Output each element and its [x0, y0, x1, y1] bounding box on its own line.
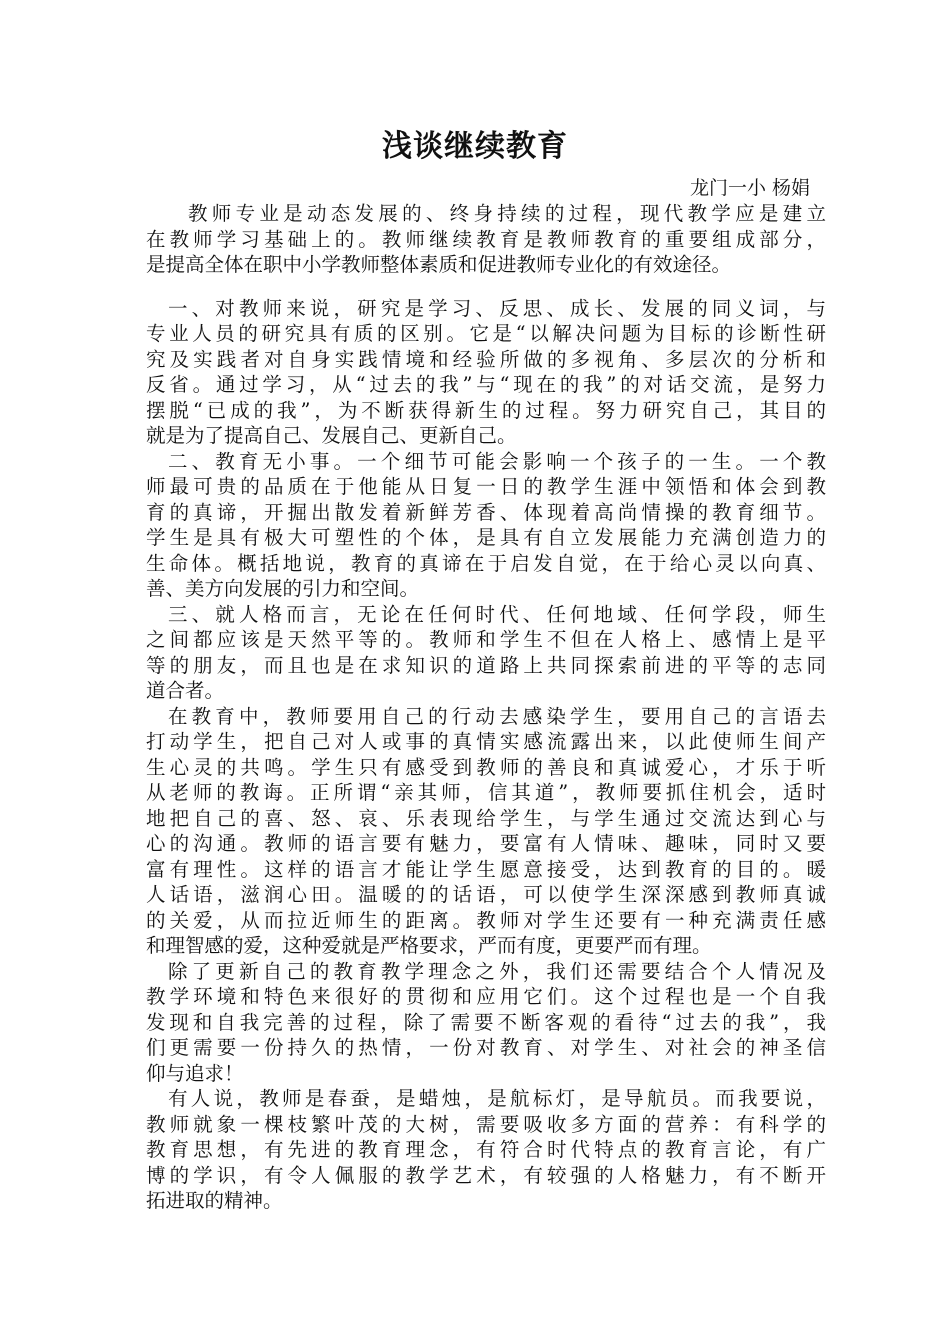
paragraph-line: 教师专业是动态发展的、终身持续的过程，现代教学应是建立 [188, 202, 826, 225]
paragraph-line: 师最可贵的品质在于他能从日复一日的教学生涯中领悟和体会到教 [146, 475, 826, 498]
paragraph-line: 仰与追求！ [146, 1061, 244, 1085]
paragraph-line: 有人说，教师是春蚕，是蜡烛，是航标灯，是导航员。而我要说， [168, 1087, 826, 1110]
paragraph-line: 发现和自我完善的过程，除了需要不断客观的看待“过去的我”，我 [146, 1010, 826, 1034]
paragraph-line: 教师就象一棵枝繁叶茂的大树，需要吸收多方面的营养：有科学的 [146, 1112, 826, 1136]
paragraph-line: 善、美方向发展的引力和空间。 [146, 577, 420, 600]
paragraph [146, 449, 826, 602]
paragraph [146, 201, 826, 278]
paragraph-gap [146, 278, 826, 296]
paragraph-line: 之间都应该是天然平等的。教师和学生不但在人格上、感情上是平 [146, 628, 826, 651]
author-line: 龙门一小 杨娟 [689, 177, 810, 199]
paragraph-line: 是提高全体在职中小学教师整体素质和促进教师专业化的有效途径。 [146, 253, 732, 276]
paragraph [146, 602, 826, 704]
paragraph-line: 博的学识，有令人佩服的教学艺术，有较强的人格魅力，有不断开 [146, 1163, 826, 1187]
paragraph [146, 296, 826, 449]
paragraph-line: 二、教育无小事。一个细节可能会影响一个孩子的一生。一个教 [168, 449, 826, 473]
paragraph-line: 拓进取的精神。 [146, 1189, 283, 1212]
paragraph-line: 在教师学习基础上的。教师继续教育是教师教育的重要组成部分， [146, 227, 826, 251]
paragraph-line: 除了更新自己的教育教学理念之外，我们还需要结合个人情况及 [168, 959, 826, 983]
paragraph-line: 就是为了提高自己、发展自己、更新自己。 [146, 424, 517, 447]
paragraph-line: 育的真谛，开掘出散发着新鲜芳香、体现着高尚情操的教育细节。 [146, 500, 826, 524]
paragraph-line: 富有理性。这样的语言才能让学生愿意接受，达到教育的目的。暖 [146, 857, 826, 881]
paragraph-line: 地把自己的喜、怒、哀、乐表现给学生，与学生通过交流达到心与 [146, 806, 826, 830]
paragraph-line: 从老师的教诲。正所谓“亲其师，信其道”，教师要抓住机会，适时 [146, 781, 826, 804]
paragraph-line: 生命体。概括地说，教育的真谛在于启发自觉，在于给心灵以向真、 [146, 551, 826, 575]
paragraph-line: 生心灵的共鸣。学生只有感受到教师的善良和真诚爱心，才乐于听 [146, 755, 826, 779]
paragraph-line: 教学环境和特色来很好的贯彻和应用它们。这个过程也是一个自我 [146, 985, 826, 1008]
paragraph-line: 等的朋友，而且也是在求知识的道路上共同探索前进的平等的志同 [146, 653, 826, 677]
paragraph-line: 学生是具有极大可塑性的个体，是具有自立发展能力充满创造力的 [146, 526, 826, 549]
paragraph-line: 的关爱，从而拉近师生的距离。教师对学生还要有一种充满责任感 [146, 908, 826, 932]
paragraph-line: 一、对教师来说，研究是学习、反思、成长、发展的同义词，与 [168, 296, 826, 320]
paragraph [146, 704, 826, 959]
document-body [146, 201, 826, 1214]
paragraph-line: 打动学生，把自己对人或事的真情实感流露出来，以此使师生间产 [146, 730, 826, 753]
paragraph-line: 们更需要一份持久的热情，一份对教育、对学生、对社会的神圣信 [146, 1036, 826, 1059]
paragraph-line: 摆脱“已成的我”，为不断获得新生的过程。努力研究自己，其目的 [146, 398, 826, 422]
paragraph-line: 在教育中，教师要用自己的行动去感染学生，要用自己的言语去 [168, 704, 826, 728]
paragraph-line: 人话语，滋润心田。温暖的的话语，可以使学生深深感到教师真诚 [146, 883, 826, 906]
paragraph-line: 教育思想，有先进的教育理念，有符合时代特点的教育言论，有广 [146, 1138, 826, 1161]
paragraph [146, 1086, 826, 1214]
paragraph-line: 三、就人格而言，无论在任何时代、任何地域、任何学段，师生 [168, 602, 826, 626]
paragraph-line: 心的沟通。教师的语言要有魅力，要富有人情味、趣味，同时又要 [146, 832, 826, 855]
paragraph-line: 究及实践者对自身实践情境和经验所做的多视角、多层次的分析和 [146, 347, 826, 371]
paragraph [146, 959, 826, 1087]
paragraph-line: 和理智感的爱，这种爱就是严格要求，严而有度，更要严而有理。 [146, 934, 712, 957]
paragraph-line: 道合者。 [146, 679, 225, 702]
paragraph-line: 专业人员的研究具有质的区别。它是“以解决问题为目标的诊断性研 [146, 322, 826, 345]
paragraph-line: 反省。通过学习，从“过去的我”与“现在的我”的对话交流，是努力 [146, 373, 826, 396]
document-title: 浅谈继续教育 [382, 129, 568, 164]
